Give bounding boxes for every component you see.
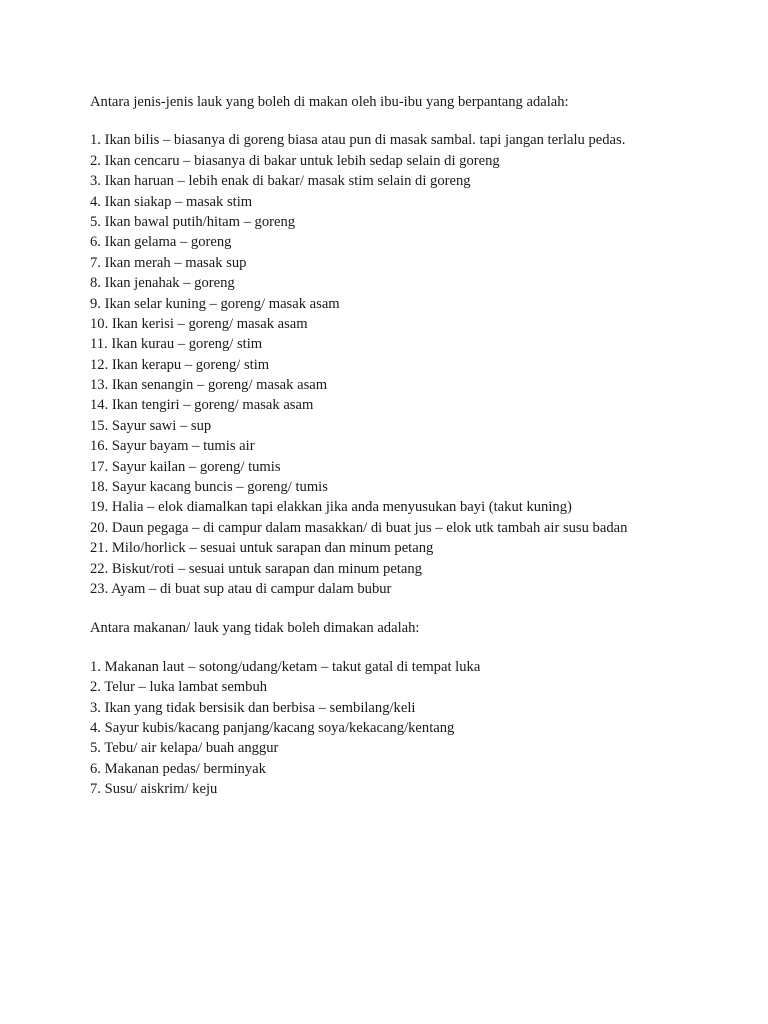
list-item: 9. Ikan selar kuning – goreng/ masak asam — [90, 295, 340, 312]
list-item: 10. Ikan kerisi – goreng/ masak asam — [90, 315, 308, 332]
list-item: 20. Daun pegaga – di campur dalam masakkan/ di buat jus – elok utk tambah air susu badan — [90, 519, 628, 536]
list-item: 2. Ikan cencaru – biasanya di bakar untuk lebih sedap selain di goreng — [90, 152, 500, 169]
list-item: 5. Tebu/ air kelapa/ buah anggur — [90, 740, 279, 757]
list-item: 1. Makanan laut – sotong/udang/ketam – takut gatal di tempat luka — [90, 658, 481, 675]
list-item: 8. Ikan jenahak – goreng — [90, 275, 235, 292]
list-item: 4. Sayur kubis/kacang panjang/kacang soya/kekacang/kentang — [90, 719, 455, 736]
list-item: 7. Susu/ aiskrim/ keju — [90, 781, 218, 798]
list-item: 7. Ikan merah – masak sup — [90, 254, 247, 271]
list-item: 13. Ikan senangin – goreng/ masak asam — [90, 377, 328, 394]
list-item: 5. Ikan bawal putih/hitam – goreng — [90, 213, 296, 230]
list-item: 6. Ikan gelama – goreng — [90, 234, 232, 251]
list-item: 16. Sayur bayam – tumis air — [90, 438, 255, 455]
forbidden-list — [90, 657, 750, 800]
section-spacer — [90, 599, 750, 618]
list-item: 15. Sayur sawi – sup — [90, 417, 212, 434]
document-page — [90, 92, 750, 800]
list-item: 21. Milo/horlick – sesuai untuk sarapan dan minum petang — [90, 540, 434, 557]
list-item: 14. Ikan tengiri – goreng/ masak asam — [90, 397, 314, 414]
list-item: 22. Biskut/roti – sesuai untuk sarapan dan minum petang — [90, 560, 422, 577]
list-item: 1. Ikan bilis – biasanya di goreng biasa atau pun di masak sambal. tapi jangan terlalu pedas. — [90, 132, 626, 149]
list-item: 23. Ayam – di buat sup atau di campur dalam bubur — [90, 581, 392, 597]
list-item: 18. Sayur kacang buncis – goreng/ tumis — [90, 479, 328, 496]
allowed-intro: Antara jenis-jenis lauk yang boleh di makan oleh ibu-ibu yang berpantang adalah: — [90, 94, 569, 110]
allowed-list — [90, 130, 750, 599]
list-item: 17. Sayur kailan – goreng/ tumis — [90, 458, 281, 475]
list-item: 2. Telur – luka lambat sembuh — [90, 679, 268, 696]
list-item: 3. Ikan haruan – lebih enak di bakar/ masak stim selain di goreng — [90, 173, 471, 190]
list-item: 3. Ikan yang tidak bersisik dan berbisa – sembilang/keli — [90, 699, 416, 716]
forbidden-intro: Antara makanan/ lauk yang tidak boleh dimakan adalah: — [90, 620, 420, 637]
list-item: 6. Makanan pedas/ berminyak — [90, 760, 266, 777]
list-item: 11. Ikan kurau – goreng/ stim — [90, 336, 263, 353]
list-item: 4. Ikan siakap – masak stim — [90, 193, 253, 210]
list-item: 12. Ikan kerapu – goreng/ stim — [90, 356, 270, 373]
list-item: 19. Halia – elok diamalkan tapi elakkan jika anda menyusukan bayi (takut kuning) — [90, 499, 572, 516]
